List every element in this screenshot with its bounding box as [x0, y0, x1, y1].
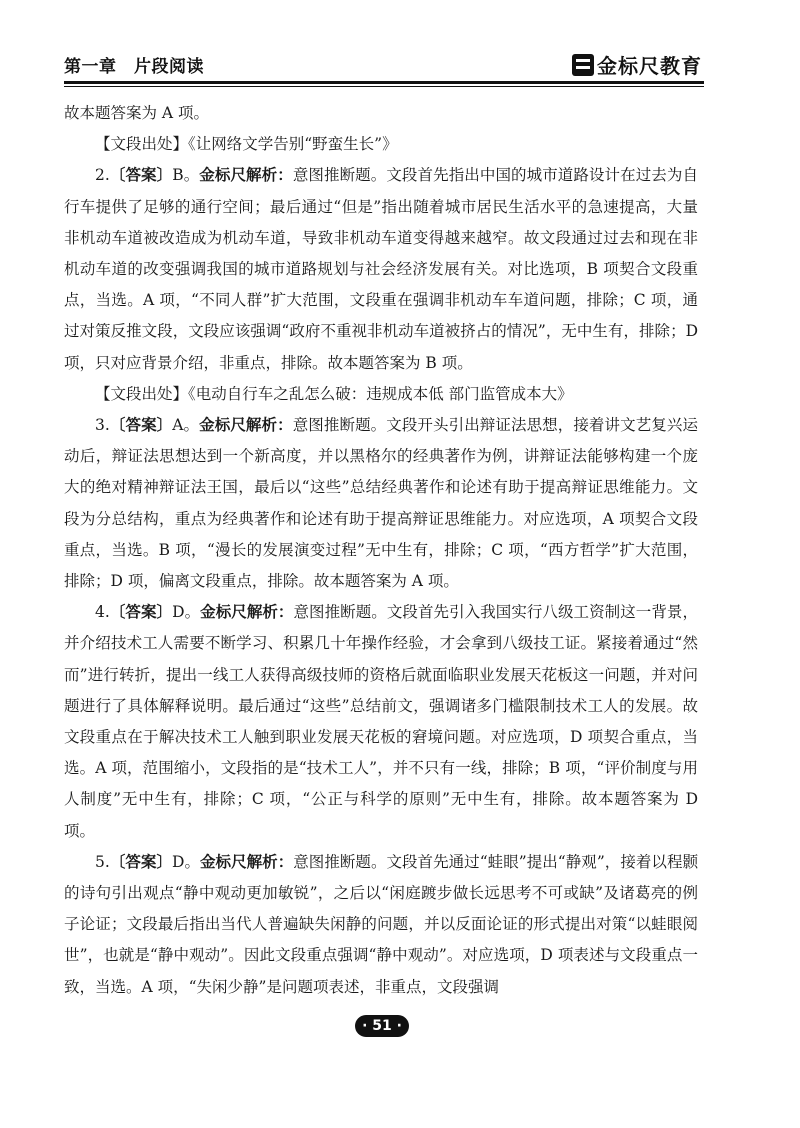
answer-value: D。: [172, 603, 201, 622]
question-number: 4.: [95, 603, 110, 622]
answer-label: 〔答案〕: [109, 166, 173, 185]
analysis-label: 金标尺解析：: [199, 166, 293, 185]
chapter-title: 第一章 片段阅读: [64, 57, 204, 77]
answer-value: B。: [172, 166, 200, 185]
analysis-text: 意图推断题。文段首先指出中国的城市道路设计在过去为自行车提供了足够的通行空间；最后通过“但是”指出随着城市居民生活水平的急速提高，大量非机动车道被改造成为机动车道，导致非机动车道变得越来越窄。故文段通过过去和现在非机动车道的改变强调我国的城市道路规划与社会经济发展有关。对比选项，B 项契合文段重点，当选。A 项，“不同人群”扩大范围，文段重在强调非机动车车道问题，排除；C 项，通过对策反推文段，文段应该强调“政府不重视非机动车道被挤占的情况”，无中生有，排除；D 项，只对应背景介绍，非重点，排除。故本题答案为 B 项。: [64, 166, 698, 372]
answer-value: D。: [172, 852, 201, 871]
answer-label: 〔答案〕: [109, 416, 173, 435]
question-number: 2.: [95, 166, 110, 185]
question-4-analysis: [64, 597, 698, 847]
source-citation-2: 【文段出处】《电动自行车之乱怎么破：违规成本低 部门监管成本大》: [95, 384, 573, 403]
answer-value: A。: [172, 416, 200, 435]
page-body: [64, 98, 698, 1003]
question-3-analysis: [64, 410, 698, 597]
question-2-analysis: [64, 160, 698, 378]
analysis-text: 意图推断题。文段开头引出辩证法思想，接着讲文艺复兴运动后，辩证法思想达到一个新高度，并以黑格尔的经典著作为例，讲辩证法能够构建一个庞大的绝对精神辩证法王国，最后以“这些”总结经典著作和论述有助于提高辩证思维能力。文段为分总结构，重点为经典著作和论述有助于提高辩证思维能力。对应选项，A 项契合文段重点，当选。B 项，“漫长的发展演变过程”无中生有，排除；C 项，“西方哲学”扩大范围，排除；D 项，偏离文段重点，排除。故本题答案为 A 项。: [64, 416, 698, 591]
question-5-analysis: [64, 847, 698, 1003]
answer-label: 〔答案〕: [109, 852, 172, 871]
header-rule-thick: [64, 81, 704, 84]
analysis-label: 金标尺解析：: [199, 416, 293, 435]
analysis-label: 金标尺解析：: [200, 852, 294, 871]
analysis-text: 意图推断题。文段首先引入我国实行八级工资制这一背景，并介绍技术工人需要不断学习、积累几十年操作经验，才会拿到八级技工证。紧接着通过“然而”进行转折，提出一线工人获得高级技师的资格后就面临职业发展天花板这一问题，并对问题进行了具体解释说明。最后通过“这些”总结前文，强调诸多门槛限制技术工人的发展。故文段重点在于解决技术工人触到职业发展天花板的窘境问题。对应选项，D 项契合重点，当选。A 项，范围缩小，文段指的是“技术工人”，并不只有一线，排除；B 项，“评价制度与用人制度”无中生有，排除；C 项，“公正与科学的原则”无中生有，排除。故本题答案为 D 项。: [64, 603, 698, 840]
brand-logo-area: [572, 50, 702, 79]
page-number-badge: · 51 ·: [355, 1015, 409, 1037]
brand-logo-icon: [572, 54, 594, 76]
answer-label: 〔答案〕: [109, 603, 173, 622]
header-rule-thin: [64, 86, 704, 87]
question-number: 3.: [95, 416, 110, 435]
source-citation-1: 【文段出处】《让网络文学告别“野蛮生长”》: [95, 135, 398, 154]
analysis-text: 意图推断题。文段首先通过“蛙眼”提出“静观”，接着以程颢的诗句引出观点“静中观动更加敏锐”，之后以“闲庭踱步做长远思考不可或缺”及诸葛亮的例子论证；文段最后指出当代人普遍缺失闲静的问题，并以反面论证的形式提出对策“以蛙眼阅世”，也就是“静中观动”。因此文段重点强调“静中观动”。对应选项，D 项表述与文段重点一致，当选。A 项，“失闲少静”是问题项表述，非重点，文段强调: [64, 852, 698, 996]
answer-conclusion: 故本题答案为 A 项。: [64, 104, 210, 122]
analysis-label: 金标尺解析：: [200, 603, 294, 622]
page-header: [64, 50, 704, 80]
brand-name: 金标尺教育: [597, 54, 702, 78]
question-number: 5.: [95, 852, 110, 871]
